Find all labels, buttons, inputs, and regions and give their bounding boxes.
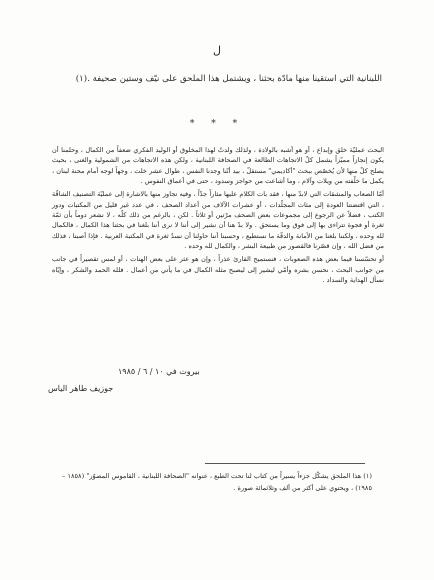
footnote: (١) هذا الملحق يشكّل جزءاً يسيراً من كتاب لنا تحت الطبع ، عنوانه "الصحافة اللبنانية ، القاموس المصوّر" (١٨٥٨ – ١٩٨٥) ، ويحتوي على أكثر من ألف وثلاثمائة صورة . [62,472,372,492]
intro-paragraph: اللبنانية التي استقينا منها مادّة بحثنا ، ويشتمل هذا الملحق على نيّف وستين صحيفة .(١) [75,74,382,84]
paragraph-1: البحث عمليّة خلق وإبداع ، أو هو أشبه بالولادة ، ولذلك ولدتُ لهذا المخلوق أو الوليد الفكري ضعفاً من الكمال ، وحلمنا أن يكون إنجازاً مميّزاً يشمل كلّ الاتجاهات الطالعة في الصحافة اللبنانية ، ولكن هذه الاتجاهات من الشمولية والغنى ، بحيث يصلح كلّ منها لأن يُخصّص ببحث "أكاديمي" مستقلّ ، بيد أنّنا وجدنا النفس ، طوال عشر خلت ، وجهاً لوجه أمام محنة لبنان ، يكمل ما خلّفته من ويلات وآلام ، وما أشاعت من حواجز وسدود ، حتى في أعماق النفوس . [52,146,384,186]
author-signature: جوزيف طاهر الياس [48,384,114,393]
date-line: بيروت في ١٠ / ٦ / ١٩٨٥ [118,367,200,376]
paragraph-3: أو تحسّسنا فيما بعض هذه الصعوبات ، فنستميح القارئ عذراً ، وإن هو عثر على بعض الهنات ، أو لمس تقصيراً في جانب من جوانب البحث ، نحسن بشره وأمّي ليشير إلى ليصبح مثله الكمال في ما يأتي من أعمال . فلله الحمد والشكر ، وإيّاه نسأل الهداية والسداد . [52,255,384,285]
body-text [52,145,384,288]
section-separator: * * * [189,119,245,129]
page-marker: ل [213,44,221,57]
footnote-divider [205,463,365,464]
paragraph-2: أمّا الصعاب والمشقات التي لابدّ منها ، فقد بات الكلام عليها مثاراً جدّاً ، وفيه تجاوز منها بالاشارة إلى عمليّة التصنيف الشاقّة ، التي اقتضتنا العودة إلى مئات المجلّدات ، أو عشرات الآلاف من أعداد الصحف ، في عدد غير قليل من المكتبات ودور الكتب ، فضلاً عن الرجوع إلى مجموعات بعض الصحف مرّتين أو ثلاثاً . لكن ، بالرغم من ذلك كلّه ، لا نشعر دوماً بأن ثمّة ثغرة أو فجوة تتراءى بها إلى فوق وما يستحق . ولا بدّ هنا أن نشير إلى أننا لا نرى أننا بلغنا في بحثنا هذا الكمال ، فالكمال لله وحده ، ولكننا بلغنا من الأمانة والدقّة ما نستطيع ، وحسبنا أننا حاولنا أن نسدّ ثغرة في المكتبة العربية . فإذا أصبنا ، فذلك من فضل الله ، وإن قصّرنا فالقصور من طبيعة البشر ، والكمال لله وحده . [52,190,384,251]
